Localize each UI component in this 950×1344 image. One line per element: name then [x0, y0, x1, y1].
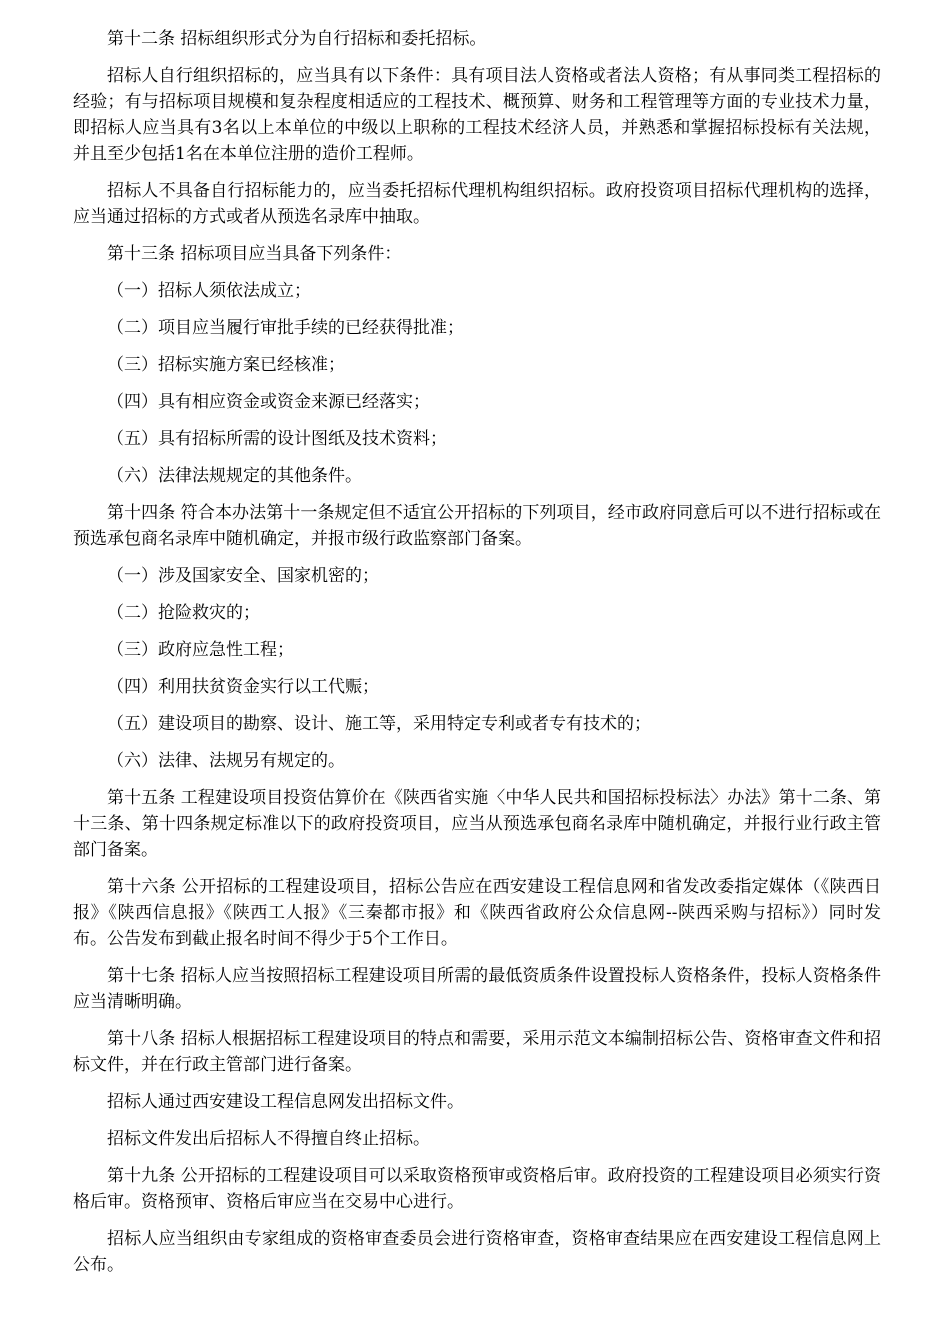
paragraph-no-termination: 招标文件发出后招标人不得擅自终止招标。	[107, 1129, 430, 1149]
document-page	[73, 26, 881, 1278]
list-item: （四）具有相应资金或资金来源已经落实；	[107, 392, 430, 412]
list-item: （三）政府应急性工程；	[107, 640, 294, 660]
list-item: （六）法律法规规定的其他条件。	[107, 466, 362, 486]
list-item: （五）具有招标所需的设计图纸及技术资料；	[107, 429, 447, 449]
paragraph-article-16: 第十六条 公开招标的工程建设项目，招标公告应在西安建设工程信息网和省发改委指定媒体（《陕西日报》《陕西信息报》《陕西工人报》《三秦都市报》和《陕西省政府公众信息网--陕西采购与招标》）同时发布。公告发布到截止报名时间不得少于5个工作日。	[73, 877, 881, 949]
list-item: （一）涉及国家安全、国家机密的；	[107, 566, 379, 586]
paragraph-self-tender-conditions: 招标人自行组织招标的，应当具有以下条件：具有项目法人资格或者法人资格；有从事同类工程招标的经验；有与招标项目规模和复杂程度相适应的工程技术、概预算、财务和工程管理等方面的专业技术力量，即招标人应当具有3名以上本单位的中级以上职称的工程技术经济人员，并熟悉和掌握招标投标有关法规，并且至少包括1名在本单位注册的造价工程师。	[73, 66, 881, 164]
list-item: （一）招标人须依法成立；	[107, 281, 311, 301]
paragraph-article-17: 第十七条 招标人应当按照招标工程建设项目所需的最低资质条件设置投标人资格条件，投标人资格条件应当清晰明确。	[73, 966, 881, 1012]
list-item: （二）抢险救灾的；	[107, 603, 260, 623]
list-item: （四）利用扶贫资金实行以工代赈；	[107, 677, 379, 697]
list-item: （五）建设项目的勘察、设计、施工等，采用特定专利或者专有技术的；	[107, 714, 651, 734]
list-item: （二）项目应当履行审批手续的已经获得批准；	[107, 318, 464, 338]
paragraph-article-12: 第十二条 招标组织形式分为自行招标和委托招标。	[107, 29, 487, 49]
paragraph-article-18: 第十八条 招标人根据招标工程建设项目的特点和需要，采用示范文本编制招标公告、资格审查文件和招标文件，并在行政主管部门进行备案。	[73, 1029, 881, 1075]
paragraph-entrusted-agency: 招标人不具备自行招标能力的，应当委托招标代理机构组织招标。政府投资项目招标代理机构的选择，应当通过招标的方式或者从预选名录库中抽取。	[73, 181, 881, 227]
paragraph-article-13: 第十三条 招标项目应当具备下列条件：	[107, 244, 402, 264]
list-item: （六）法律、法规另有规定的。	[107, 751, 345, 771]
paragraph-article-19: 第十九条 公开招标的工程建设项目可以采取资格预审或资格后审。政府投资的工程建设项目必须实行资格后审。资格预审、资格后审应当在交易中心进行。	[73, 1166, 881, 1212]
list-item: （三）招标实施方案已经核准；	[107, 355, 345, 375]
paragraph-issue-documents: 招标人通过西安建设工程信息网发出招标文件。	[107, 1092, 464, 1112]
paragraph-article-15: 第十五条 工程建设项目投资估算价在《陕西省实施〈中华人民共和国招标投标法〉办法》第十二条、第十三条、第十四条规定标准以下的政府投资项目，应当从预选承包商名录库中随机确定，并报行业行政主管部门备案。	[73, 788, 881, 860]
paragraph-article-14: 第十四条 符合本办法第十一条规定但不适宜公开招标的下列项目，经市政府同意后可以不进行招标或在预选承包商名录库中随机确定，并报市级行政监察部门备案。	[73, 503, 881, 549]
paragraph-qualification-review: 招标人应当组织由专家组成的资格审查委员会进行资格审查，资格审查结果应在西安建设工程信息网上公布。	[73, 1229, 881, 1275]
